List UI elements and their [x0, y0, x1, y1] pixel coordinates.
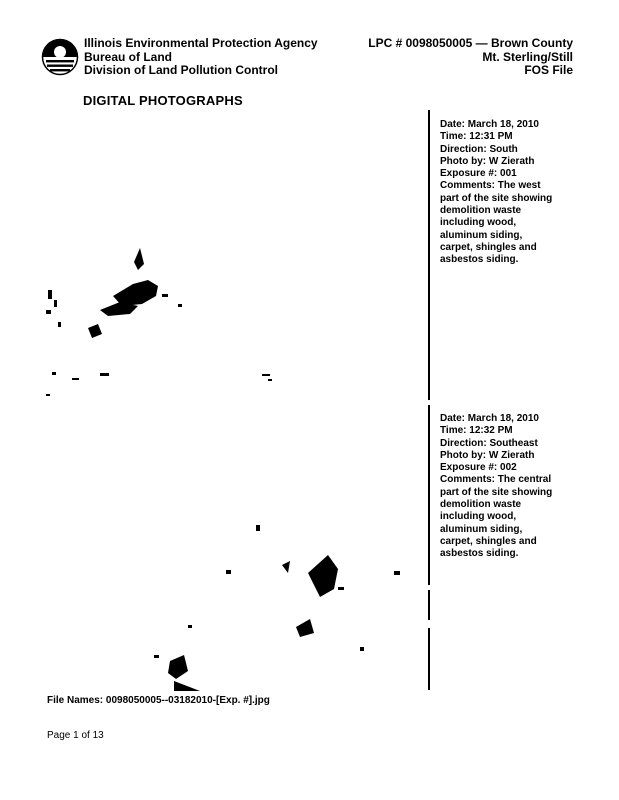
photo-1-comment-line: asbestos siding.: [440, 254, 519, 266]
photo-2-caption: [440, 413, 580, 561]
iepa-logo: [41, 38, 79, 76]
photo-2-photographer: Photo by: W Zierath: [440, 449, 535, 461]
photo-2-comment-line: carpet, shingles and: [440, 535, 537, 547]
lpc-number: LPC # 0098050005 — Brown County: [368, 36, 573, 50]
photo-2-comment-line: part of the site showing: [440, 486, 553, 498]
photo-2-comment-line: demolition waste: [440, 499, 522, 511]
divider-line: [428, 110, 430, 400]
photo-1-image: [38, 240, 408, 400]
photo-1-exposure: Exposure #: 001: [440, 168, 517, 180]
file-type: FOS File: [524, 63, 573, 77]
divider-line: [428, 628, 430, 690]
photo-1-comment-line: demolition waste: [440, 205, 522, 217]
photo-2-comment-line: aluminum siding,: [440, 523, 523, 535]
file-names: File Names: 0098050005--03182010-[Exp. #].jpg: [47, 695, 270, 706]
site-location: Mt. Sterling/Still: [482, 49, 573, 64]
lpc-header: [368, 37, 573, 78]
photo-2-exposure: Exposure #: 002: [440, 462, 517, 474]
bureau-name: Bureau of Land: [84, 49, 173, 64]
division-name: Division of Land Pollution Control: [84, 63, 278, 77]
page-number: Page 1 of 13: [47, 730, 104, 741]
photo-1-time: Time: 12:31 PM: [440, 131, 513, 143]
photo-1-date: Date: March 18, 2010: [440, 119, 539, 130]
photo-2-direction: Direction: Southeast: [440, 437, 538, 449]
divider-line: [428, 590, 430, 620]
photo-1-caption: [440, 119, 580, 267]
agency-header: [84, 37, 318, 78]
photo-2-date: Date: March 18, 2010: [440, 413, 539, 424]
photo-1-comment-line: Comments: The west: [440, 180, 541, 192]
photo-1-comment-line: aluminum siding,: [440, 229, 523, 241]
agency-name: Illinois Environmental Protection Agency: [84, 36, 318, 50]
photo-1-comment-line: carpet, shingles and: [440, 241, 537, 253]
photo-2-comment-line: including wood,: [440, 511, 517, 523]
page-title: DIGITAL PHOTOGRAPHS: [83, 93, 243, 108]
photo-1-comment-line: including wood,: [440, 217, 517, 229]
photo-1-photographer: Photo by: W Zierath: [440, 155, 535, 167]
photo-1-direction: Direction: South: [440, 143, 518, 155]
photo-1-comment-line: part of the site showing: [440, 192, 553, 204]
divider-line: [428, 405, 430, 585]
photo-2-time: Time: 12:32 PM: [440, 425, 513, 437]
photo-2-comment-line: asbestos siding.: [440, 548, 519, 560]
photo-2-image: [38, 515, 408, 693]
photo-2-comment-line: Comments: The central: [440, 474, 552, 486]
